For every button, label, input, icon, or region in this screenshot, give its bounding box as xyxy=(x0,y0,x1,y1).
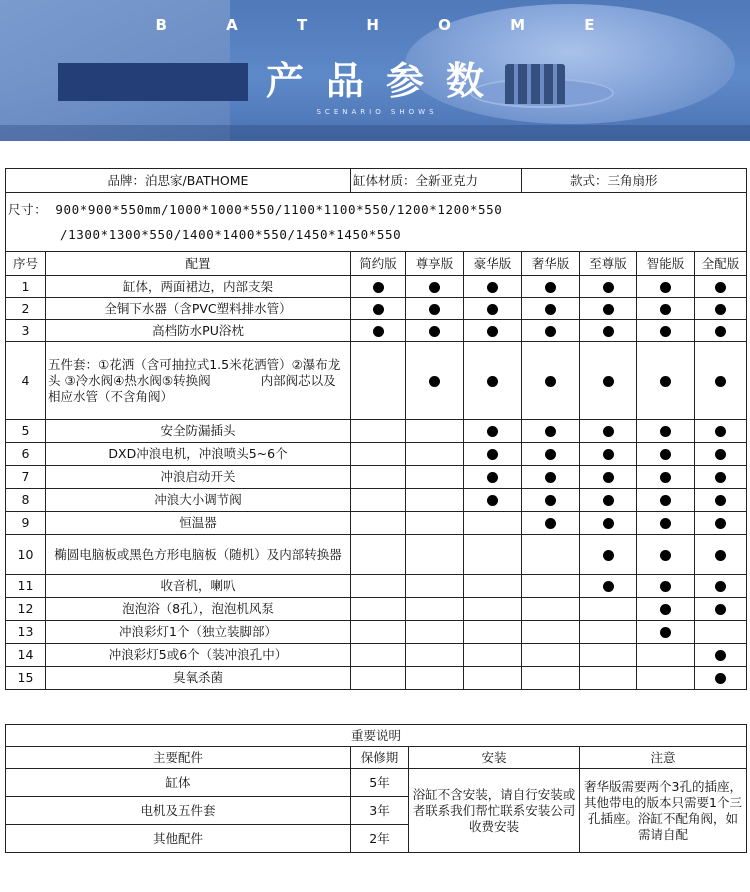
included-dot xyxy=(545,449,556,460)
table-row xyxy=(6,621,747,644)
version-cell xyxy=(695,298,747,320)
version-cell xyxy=(406,298,464,320)
included-dot xyxy=(603,304,614,315)
table-header-row xyxy=(6,252,747,276)
table-row xyxy=(6,644,747,667)
table-row xyxy=(6,466,747,489)
version-cell xyxy=(522,443,580,466)
included-dot xyxy=(429,326,440,337)
version-cell xyxy=(695,489,747,512)
included-dot xyxy=(715,518,726,529)
version-cell xyxy=(580,443,637,466)
version-cell xyxy=(580,420,637,443)
included-dot xyxy=(603,449,614,460)
included-dot xyxy=(545,326,556,337)
included-dot xyxy=(715,376,726,387)
col-header-config: 配置 xyxy=(46,252,351,276)
included-dot xyxy=(545,495,556,506)
row-number: 5 xyxy=(6,420,46,443)
included-dot xyxy=(715,449,726,460)
included-dot xyxy=(603,581,614,592)
row-number: 15 xyxy=(6,667,46,690)
version-cell xyxy=(637,621,695,644)
version-cell xyxy=(522,298,580,320)
row-config: 高档防水PU浴枕 xyxy=(46,320,351,342)
version-cell xyxy=(637,298,695,320)
table-row xyxy=(6,276,747,298)
included-dot xyxy=(487,426,498,437)
included-dot xyxy=(487,282,498,293)
included-dot xyxy=(715,472,726,483)
version-cell xyxy=(522,644,580,667)
row-config: 安全防漏插头 xyxy=(46,420,351,443)
included-dot xyxy=(715,304,726,315)
version-cell xyxy=(406,466,464,489)
version-cell xyxy=(464,489,522,512)
table-row xyxy=(6,443,747,466)
banner-title: 产品参数 xyxy=(265,59,506,103)
version-cell xyxy=(637,667,695,690)
version-cell xyxy=(406,420,464,443)
style-cell: 款式：三角扇形 xyxy=(522,169,747,193)
table-row xyxy=(6,598,747,621)
version-cell xyxy=(522,598,580,621)
brand-cell: 品牌：泊思家/BATHOME xyxy=(6,169,351,193)
version-cell xyxy=(637,342,695,420)
version-cell xyxy=(351,644,406,667)
row-number: 1 xyxy=(6,276,46,298)
col-header-warranty: 保修期 xyxy=(351,747,409,769)
version-cell xyxy=(580,320,637,342)
version-cell xyxy=(464,298,522,320)
row-number: 7 xyxy=(6,466,46,489)
table-row xyxy=(6,667,747,690)
included-dot xyxy=(660,472,671,483)
version-cell xyxy=(580,489,637,512)
included-dot xyxy=(545,472,556,483)
row-number: 6 xyxy=(6,443,46,466)
version-cell xyxy=(406,320,464,342)
version-cell xyxy=(522,621,580,644)
row-config: 臭氧杀菌 xyxy=(46,667,351,690)
version-cell xyxy=(637,644,695,667)
version-cell xyxy=(580,621,637,644)
table-row xyxy=(6,489,747,512)
version-cell xyxy=(522,276,580,298)
version-cell xyxy=(351,276,406,298)
notice-text: 奢华版需要两个3孔的插座，其他带电的版本只需要1个三孔插座。浴缸不配角阀，如需请自配 xyxy=(580,769,747,853)
row-number: 14 xyxy=(6,644,46,667)
version-cell xyxy=(351,320,406,342)
included-dot xyxy=(429,304,440,315)
col-header-version: 尊享版 xyxy=(406,252,464,276)
version-cell xyxy=(464,342,522,420)
version-cell xyxy=(580,667,637,690)
version-cell xyxy=(464,575,522,598)
banner-brand: B A T H O M E xyxy=(155,16,622,34)
version-cell xyxy=(464,621,522,644)
part-name: 其他配件 xyxy=(6,825,351,853)
version-cell xyxy=(351,535,406,575)
included-dot xyxy=(603,282,614,293)
row-number: 11 xyxy=(6,575,46,598)
version-cell xyxy=(637,420,695,443)
version-cell xyxy=(464,443,522,466)
notes-header-row xyxy=(6,747,747,769)
version-cell xyxy=(522,320,580,342)
included-dot xyxy=(660,376,671,387)
included-dot xyxy=(660,426,671,437)
row-config: 恒温器 xyxy=(46,512,351,535)
row-config: DXD冲浪电机，冲浪喷头5~6个 xyxy=(46,443,351,466)
version-cell xyxy=(580,276,637,298)
version-cell xyxy=(406,276,464,298)
part-warranty: 5年 xyxy=(351,769,409,797)
row-config: 冲浪启动开关 xyxy=(46,466,351,489)
row-config: 缸体，两面裙边，内部支架 xyxy=(46,276,351,298)
included-dot xyxy=(603,495,614,506)
version-cell xyxy=(637,320,695,342)
included-dot xyxy=(487,326,498,337)
included-dot xyxy=(715,426,726,437)
included-dot xyxy=(715,673,726,684)
version-cell xyxy=(522,489,580,512)
included-dot xyxy=(373,304,384,315)
version-cell xyxy=(464,320,522,342)
included-dot xyxy=(660,449,671,460)
row-config: 泡泡浴（8孔），泡泡机风泵 xyxy=(46,598,351,621)
sizes-line-2: /1300*1300*550/1400*1400*550/1450*1450*550 xyxy=(60,227,402,242)
version-cell xyxy=(406,667,464,690)
version-cell xyxy=(464,535,522,575)
version-cell xyxy=(406,535,464,575)
included-dot xyxy=(660,604,671,615)
table-row xyxy=(6,575,747,598)
version-cell xyxy=(351,489,406,512)
part-warranty: 3年 xyxy=(351,797,409,825)
version-cell xyxy=(351,342,406,420)
included-dot xyxy=(373,326,384,337)
version-cell xyxy=(464,420,522,443)
version-cell xyxy=(522,466,580,489)
version-cell xyxy=(522,575,580,598)
version-cell xyxy=(464,466,522,489)
included-dot xyxy=(487,304,498,315)
version-cell xyxy=(695,535,747,575)
version-cell xyxy=(406,443,464,466)
row-number: 3 xyxy=(6,320,46,342)
sizes-line-1: 尺寸： 900*900*550mm/1000*1000*550/1100*1100*550/1200*1200*550 xyxy=(8,202,503,217)
col-header-version: 奢华版 xyxy=(522,252,580,276)
version-cell xyxy=(637,276,695,298)
version-cell xyxy=(580,535,637,575)
spec-table xyxy=(5,168,747,690)
version-cell xyxy=(695,420,747,443)
version-cell xyxy=(695,276,747,298)
included-dot xyxy=(660,627,671,638)
version-cell xyxy=(351,512,406,535)
version-cell xyxy=(637,535,695,575)
row-number: 12 xyxy=(6,598,46,621)
version-cell xyxy=(351,598,406,621)
version-cell xyxy=(637,466,695,489)
row-number: 8 xyxy=(6,489,46,512)
included-dot xyxy=(429,376,440,387)
table-row xyxy=(6,320,747,342)
banner xyxy=(0,0,750,141)
version-cell xyxy=(406,621,464,644)
version-cell xyxy=(351,621,406,644)
included-dot xyxy=(715,650,726,661)
version-cell xyxy=(695,621,747,644)
version-cell xyxy=(406,598,464,621)
version-cell xyxy=(637,598,695,621)
notes-table xyxy=(5,724,747,853)
version-cell xyxy=(522,667,580,690)
version-cell xyxy=(351,420,406,443)
row-number: 4 xyxy=(6,342,46,420)
version-cell xyxy=(351,667,406,690)
notes-heading: 重要说明 xyxy=(6,725,747,747)
version-cell xyxy=(580,342,637,420)
version-cell xyxy=(406,342,464,420)
row-config: 收音机，喇叭 xyxy=(46,575,351,598)
included-dot xyxy=(660,326,671,337)
version-cell xyxy=(695,320,747,342)
row-config: 冲浪大小调节阀 xyxy=(46,489,351,512)
row-config: 冲浪彩灯5或6个（装冲浪孔中） xyxy=(46,644,351,667)
included-dot xyxy=(545,304,556,315)
included-dot xyxy=(487,376,498,387)
version-cell xyxy=(464,667,522,690)
version-cell xyxy=(580,298,637,320)
version-cell xyxy=(695,342,747,420)
notes-heading-row xyxy=(6,725,747,747)
banner-subtitle: SCENARIO SHOWS xyxy=(316,108,438,116)
version-cell xyxy=(695,512,747,535)
info-row xyxy=(6,169,747,193)
col-header-version: 智能版 xyxy=(637,252,695,276)
version-cell xyxy=(695,466,747,489)
version-cell xyxy=(637,489,695,512)
row-config: 五件套：①花洒（含可抽拉式1.5米花洒管）②瀑布龙头 ③冷水阀④热水阀⑤转换阀 内部阀芯以及相应水管（不含角阀） xyxy=(46,342,351,420)
row-number: 2 xyxy=(6,298,46,320)
included-dot xyxy=(603,426,614,437)
version-cell xyxy=(522,512,580,535)
included-dot xyxy=(603,376,614,387)
version-cell xyxy=(464,598,522,621)
row-number: 10 xyxy=(6,535,46,575)
version-cell xyxy=(637,512,695,535)
table-row xyxy=(6,512,747,535)
table-row xyxy=(6,342,747,420)
version-cell xyxy=(464,512,522,535)
version-cell xyxy=(406,575,464,598)
version-cell xyxy=(406,644,464,667)
install-text: 浴缸不含安装，请自行安装或者联系我们帮忙联系安装公司收费安装 xyxy=(409,769,580,853)
version-cell xyxy=(351,298,406,320)
col-header-no: 序号 xyxy=(6,252,46,276)
included-dot xyxy=(715,326,726,337)
included-dot xyxy=(660,550,671,561)
version-cell xyxy=(406,512,464,535)
version-cell xyxy=(522,420,580,443)
version-cell xyxy=(637,575,695,598)
included-dot xyxy=(545,426,556,437)
version-cell xyxy=(695,443,747,466)
col-header-version: 全配版 xyxy=(695,252,747,276)
included-dot xyxy=(545,282,556,293)
included-dot xyxy=(373,282,384,293)
version-cell xyxy=(695,667,747,690)
version-cell xyxy=(637,443,695,466)
version-cell xyxy=(406,489,464,512)
included-dot xyxy=(660,495,671,506)
included-dot xyxy=(603,472,614,483)
row-config: 冲浪彩灯1个（独立装脚部） xyxy=(46,621,351,644)
version-cell xyxy=(464,276,522,298)
col-header-install: 安装 xyxy=(409,747,580,769)
included-dot xyxy=(487,472,498,483)
included-dot xyxy=(603,550,614,561)
included-dot xyxy=(545,518,556,529)
included-dot xyxy=(603,518,614,529)
part-name: 缸体 xyxy=(6,769,351,797)
included-dot xyxy=(660,518,671,529)
table-row xyxy=(6,420,747,443)
version-cell xyxy=(580,575,637,598)
included-dot xyxy=(545,376,556,387)
col-header-parts: 主要配件 xyxy=(6,747,351,769)
version-cell xyxy=(522,342,580,420)
sizes-row xyxy=(6,193,747,252)
included-dot xyxy=(715,604,726,615)
parts-row xyxy=(6,769,747,797)
version-cell xyxy=(580,598,637,621)
version-cell xyxy=(522,535,580,575)
col-header-version: 简约版 xyxy=(351,252,406,276)
version-cell xyxy=(464,644,522,667)
included-dot xyxy=(715,581,726,592)
included-dot xyxy=(660,581,671,592)
col-header-version: 豪华版 xyxy=(464,252,522,276)
part-name: 电机及五件套 xyxy=(6,797,351,825)
table-row xyxy=(6,535,747,575)
row-config: 全铜下水器（含PVC塑料排水管） xyxy=(46,298,351,320)
version-cell xyxy=(695,598,747,621)
version-cell xyxy=(580,466,637,489)
version-cell xyxy=(580,644,637,667)
version-cell xyxy=(351,443,406,466)
material-cell: 缸体材质：全新亚克力 xyxy=(351,169,522,193)
part-warranty: 2年 xyxy=(351,825,409,853)
included-dot xyxy=(660,282,671,293)
version-cell xyxy=(580,512,637,535)
table-row xyxy=(6,298,747,320)
included-dot xyxy=(487,495,498,506)
row-number: 13 xyxy=(6,621,46,644)
included-dot xyxy=(715,282,726,293)
included-dot xyxy=(660,304,671,315)
banner-stripe xyxy=(0,125,750,141)
col-header-notice: 注意 xyxy=(580,747,747,769)
included-dot xyxy=(487,449,498,460)
version-cell xyxy=(695,644,747,667)
included-dot xyxy=(429,282,440,293)
version-cell xyxy=(695,575,747,598)
included-dot xyxy=(715,495,726,506)
version-cell xyxy=(351,466,406,489)
row-number: 9 xyxy=(6,512,46,535)
col-header-version: 至尊版 xyxy=(580,252,637,276)
included-dot xyxy=(603,326,614,337)
sizes-cell xyxy=(6,193,747,252)
version-cell xyxy=(351,575,406,598)
row-config: 椭圆电脑板或黑色方形电脑板（随机）及内部转换器 xyxy=(46,535,351,575)
included-dot xyxy=(715,550,726,561)
